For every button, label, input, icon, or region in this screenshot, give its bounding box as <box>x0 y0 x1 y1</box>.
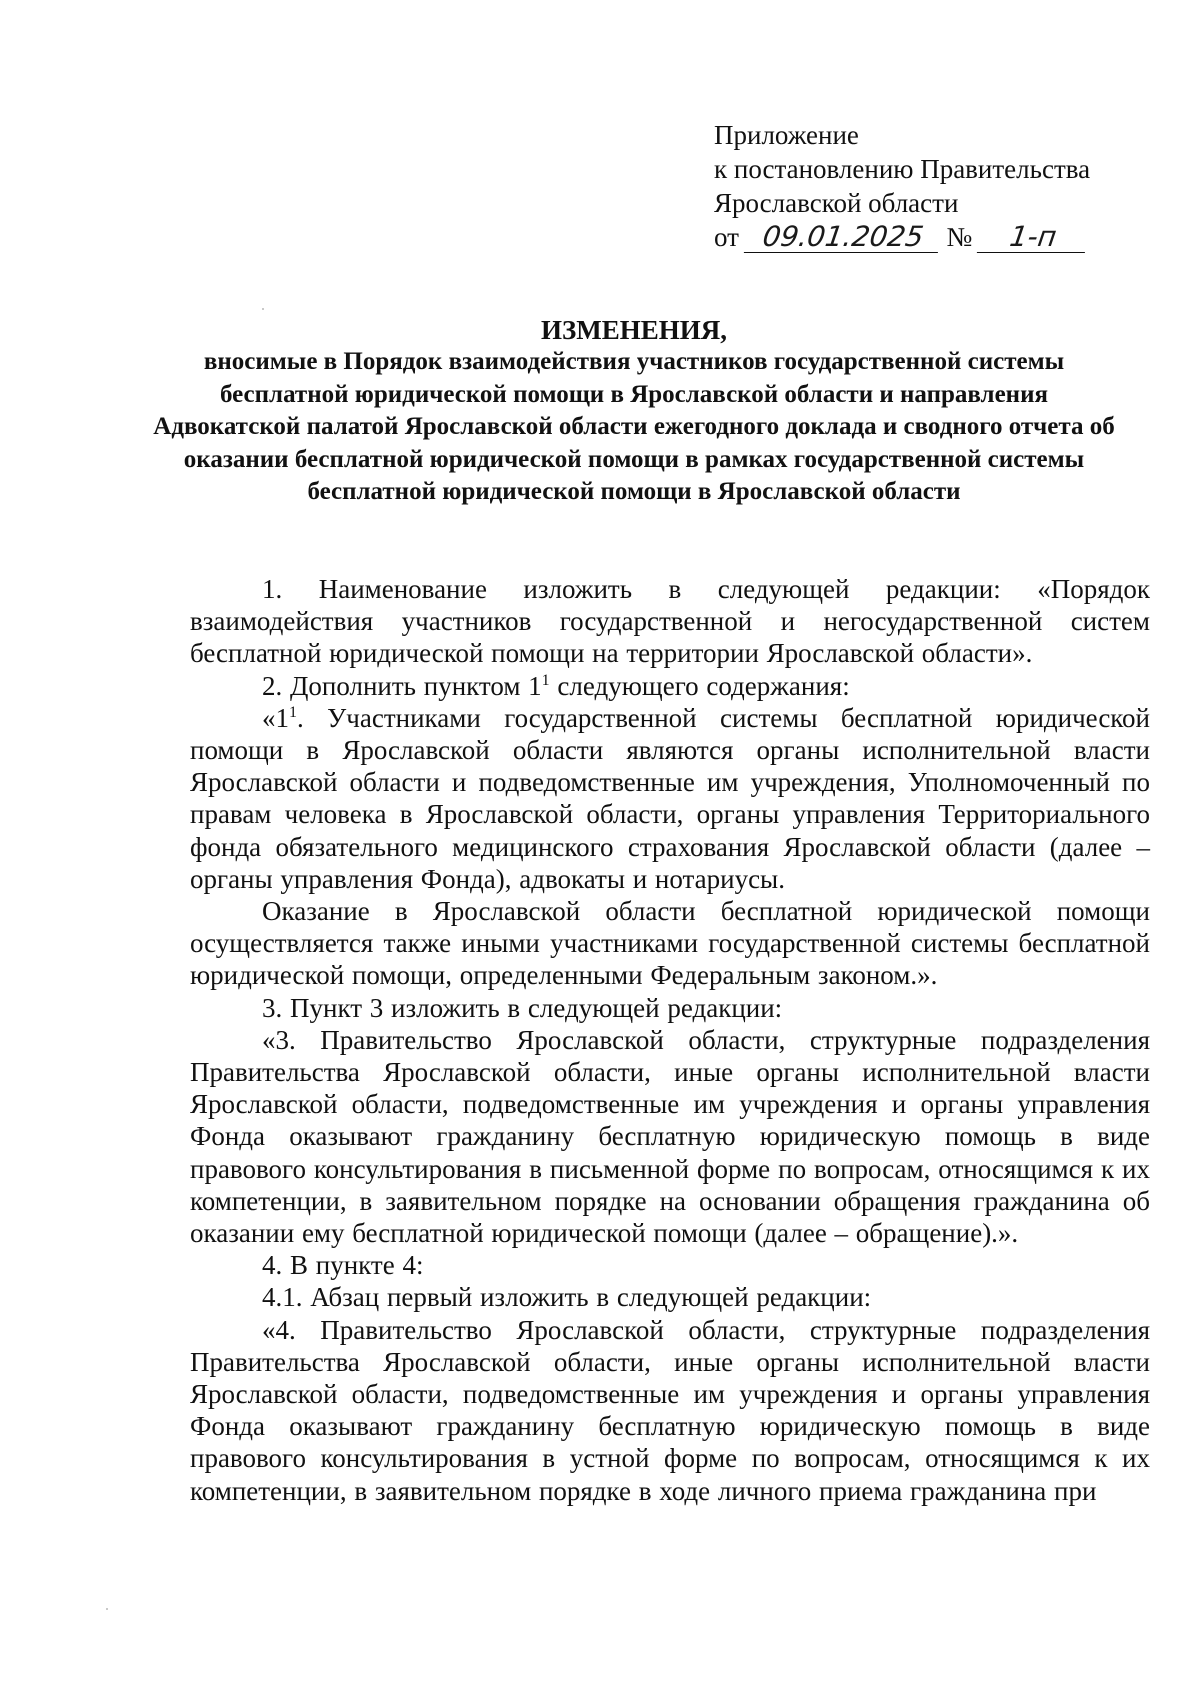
superscript-index: 1 <box>289 703 297 721</box>
appendix-label: Приложение <box>714 120 859 150</box>
handwritten-number: 1-п <box>977 222 1089 253</box>
appendix-block <box>714 118 1090 254</box>
paragraph-8: 4.1. Абзац первый изложить в следующей редакции: <box>262 1282 872 1313</box>
paragraph-2 <box>190 670 1150 702</box>
appendix-region: Ярославской области <box>714 188 959 218</box>
handwritten-date: 09.01.2025 <box>744 222 942 253</box>
heading-subtitle: вносимые в Порядок взаимодействия участников государственной системы бесплатной юридической помощи в Ярославской области и направления Адвокатской палатой Ярославской области ежегодного доклада и сводного отчета об оказании бесплатной юридической помощи в рамках государственной системы бесплатной юридической помощи в Ярославской области <box>153 348 1115 505</box>
paragraph-3-text: . Участниками государственной системы бесплатной юридической помощи в Ярославской области являются органы исполнительной власти Ярославской области и подведомственные им учреждения, Уполномоченный по правам человека в Ярославской области, органы управления Территориального фонда обязательного медицинского страхования Ярославской области (далее – органы управления Фонда), адвокаты и нотариусы. <box>190 702 1150 894</box>
paragraph-5: 3. Пункт 3 изложить в следующей редакции: <box>262 992 783 1023</box>
number-sign: № <box>946 222 973 252</box>
scan-speck <box>106 1608 108 1610</box>
paragraph-1: 1. Наименование изложить в следующей редакции: «Порядок взаимодействия участников государственной и негосударственной систем бесплатной юридической помощи на территории Ярославской области». <box>190 574 1150 669</box>
paragraph-4: Оказание в Ярославской области бесплатной юридической помощи осуществляется также иными участниками государственной системы бесплатной юридической помощи, определенными Федеральным законом.». <box>190 896 1150 991</box>
appendix-date-line <box>714 220 1090 254</box>
appendix-resolution: к постановлению Правительства <box>714 154 1091 184</box>
paragraph-3-open: «1 <box>262 702 289 733</box>
paragraph-2-tail: следующего содержания: <box>549 670 850 701</box>
date-prefix: от <box>714 222 739 252</box>
paragraph-9: «4. Правительство Ярославской области, структурные подразделения Правительства Ярославской области, иные органы исполнительной власти Ярославской области, подведомственные им учреждения и органы управления Фонда оказывают гражданину бесплатную юридическую помощь в виде правового консультирования в устной форме по вопросам, относящимся к их компетенции, в заявительном порядке в ходе личного приема гражданина при <box>190 1314 1150 1506</box>
paragraph-3 <box>190 702 1150 895</box>
paragraph-2-text: 2. Дополнить пунктом 1 <box>262 670 542 701</box>
superscript-index: 1 <box>541 671 550 689</box>
paragraph-7: 4. В пункте 4: <box>262 1250 424 1281</box>
heading-title: ИЗМЕНЕНИЯ, <box>540 315 727 345</box>
scan-speck <box>262 308 264 310</box>
paragraph-6: «3. Правительство Ярославской области, структурные подразделения Правительства Ярославской области, иные органы исполнительной власти Ярославской области, подведомственные им учреждения и органы управления Фонда оказывают гражданину бесплатную юридическую помощь в виде правового консультирования в письменной форме по вопросам, относящимся к их компетенции, в заявительном порядке на основании обращения гражданина об оказании ему бесплатной юридической помощи (далее – обращение).». <box>190 1024 1150 1249</box>
document-body <box>190 573 1150 1507</box>
